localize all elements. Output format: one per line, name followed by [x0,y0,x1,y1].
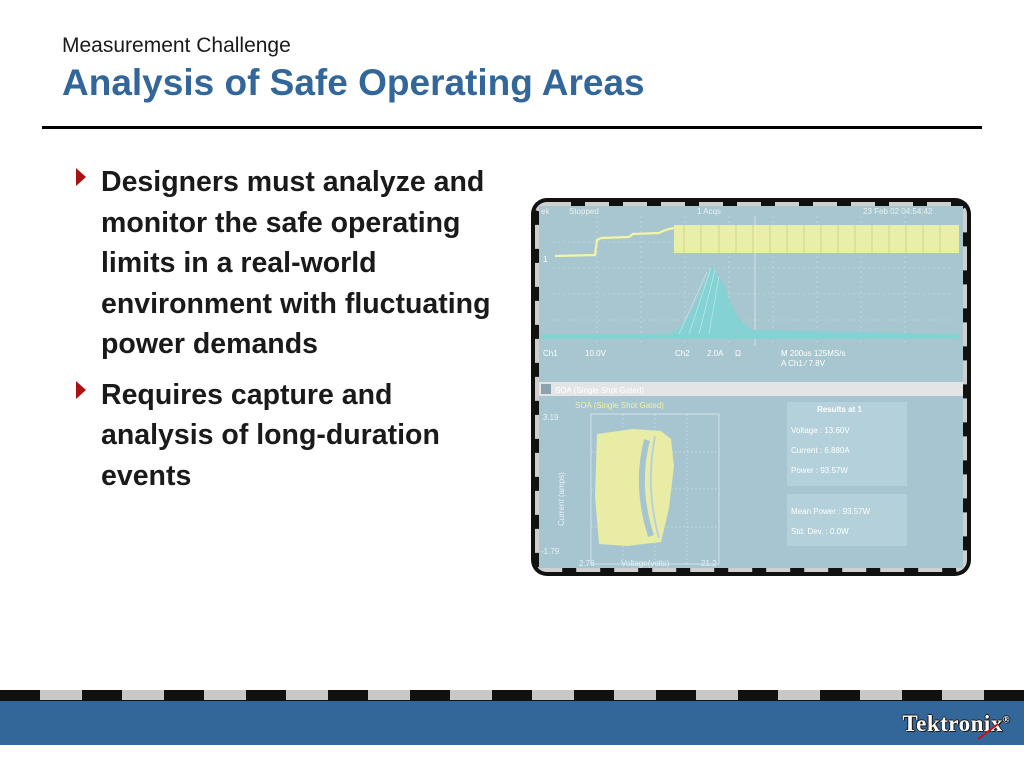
footer-dash-stripe [0,690,1024,700]
soa-x-label: Voltage(volts) [621,559,670,568]
soa-y-min: -1.79 [541,547,560,556]
soa-scatter [595,429,674,546]
soa-y-label: Current (amps) [557,472,566,526]
footer-bar [0,700,1024,745]
bullet-item [72,375,512,497]
slide-title: Analysis of Safe Operating Areas [62,62,645,103]
soa-x-min: 2.76 [579,559,595,568]
soa-window-icon [541,384,551,394]
bullet-arrow-icon [76,381,86,399]
soa-panel-title: SOA (Single Shot Gated) [555,386,644,395]
ch2-unit: Ω [735,349,741,358]
scope-datetime: 23 Feb 02 04:54:42 [863,207,933,216]
acquisition-status: Stopped [569,207,599,216]
bullet-arrow-icon [76,168,86,186]
logo-text: Tektronix [902,711,1003,736]
oscilloscope-screenshot [529,196,973,578]
bullet-text: Designers must analyze and monitor the safe operating limits in a real-world environment with fluctuating power demands [101,166,491,360]
ch1-scale: 10.0V [585,349,606,358]
soa-plot-title: SOA (Single Shot Gated) [575,401,664,410]
scope-brand-text: ek [541,207,550,216]
bullet-text: Requires capture and analysis of long-duration events [101,378,440,492]
ch1-marker: 1 [543,255,548,264]
ch2-label: Ch2 [675,349,690,358]
ch2-scale: 2.0A [707,349,724,358]
statistics-box [787,494,907,546]
timebase-readout: M 200us 125MS/s [781,349,846,358]
soa-y-max: 3.19 [543,413,559,422]
title-divider [42,126,982,129]
soa-x-max: 21.2 [701,559,717,568]
results-mean-power: Mean Power : 93.57W [791,507,871,516]
bullet-item [72,162,512,365]
results-std-dev: Std. Dev. : 0.0W [791,527,849,536]
ch1-label: Ch1 [543,349,558,358]
acquisition-count: 1 Acqs [697,207,722,216]
logo-slash-icon [976,722,1002,740]
results-current: Current : 6.880A [791,446,850,455]
results-title: Results at 1 [817,405,862,414]
results-voltage: Voltage : 13.60V [791,426,850,435]
results-power: Power : 93.57W [791,466,848,475]
trigger-readout: A Ch1 ⁄ 7.8V [781,359,826,368]
bullet-list [72,162,512,506]
logo-registered: ® [1002,714,1010,725]
ch1-burst [674,225,959,253]
slide-subtitle: Measurement Challenge [62,34,291,57]
